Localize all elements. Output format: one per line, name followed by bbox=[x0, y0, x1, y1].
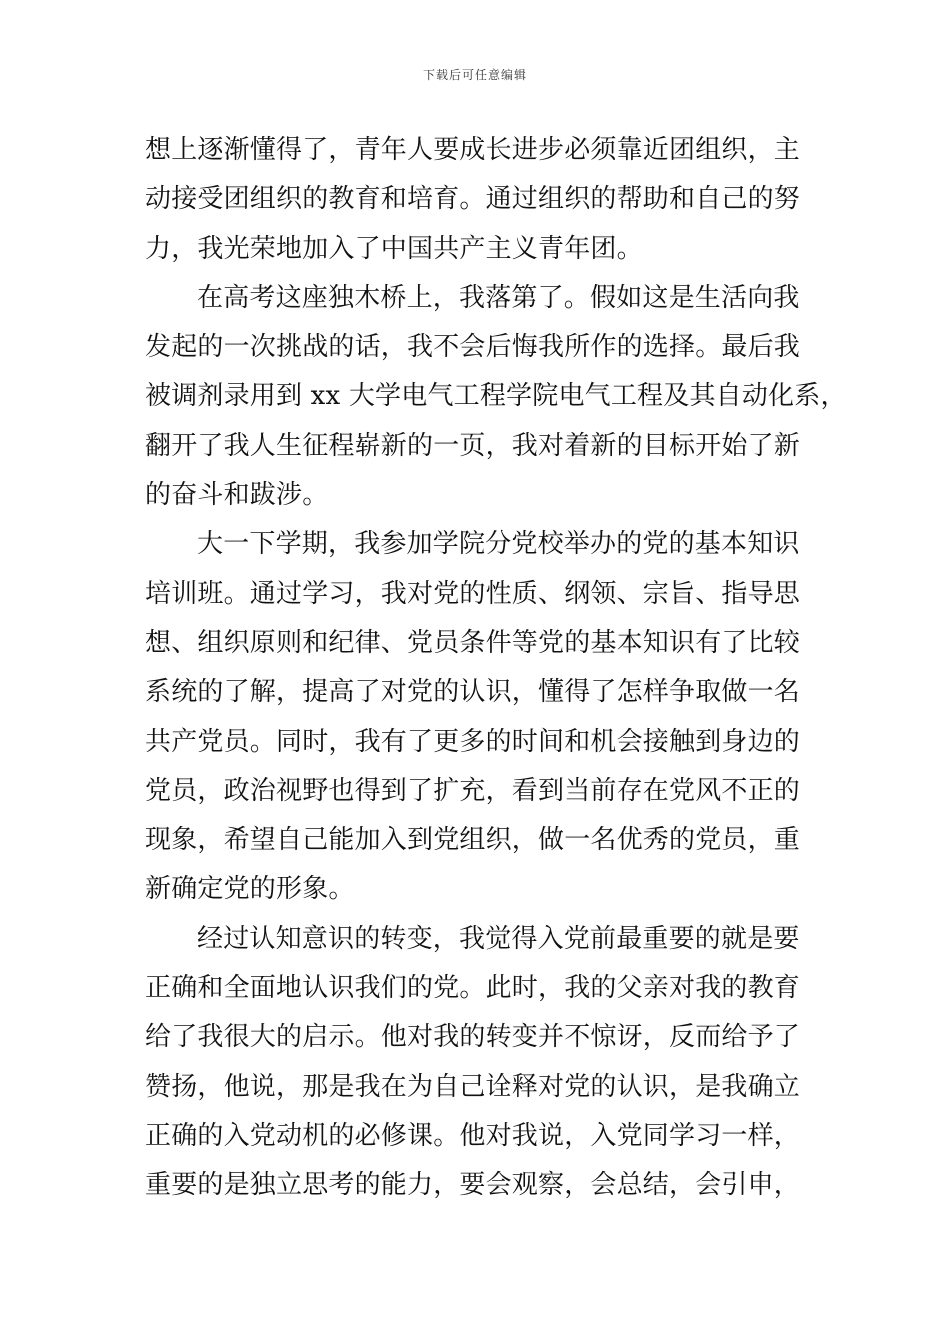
text-line: 党员，政治视野也得到了扩充，看到当前存在党风不正的 bbox=[145, 775, 801, 806]
text-line: 重要的是独立思考的能力，要会观察，会总结，会引申， bbox=[145, 1170, 801, 1201]
text-line: 现象，希望自己能加入到党组织，做一名优秀的党员，重 bbox=[145, 825, 801, 856]
text-line: 正确的入党动机的必修课。他对我说，入党同学习一样， bbox=[145, 1120, 801, 1151]
text-line: 想上逐渐懂得了，青年人要成长进步必须靠近团组织，主 bbox=[145, 135, 801, 165]
text-line: 新确定党的形象。 bbox=[145, 874, 355, 905]
paragraph bbox=[145, 520, 815, 914]
text-line: 赞扬，他说，那是我在为自己诠释对党的认识，是我确立 bbox=[145, 1071, 801, 1102]
text-line: 动接受团组织的教育和培育。通过组织的帮助和自己的努 bbox=[145, 184, 801, 215]
text-line: 共产党员。同时，我有了更多的时间和机会接触到身边的 bbox=[145, 726, 801, 757]
text-line: 在高考这座独木桥上，我落第了。假如这是生活向我 bbox=[197, 282, 800, 313]
paragraph bbox=[145, 126, 815, 274]
text-line: 力，我光荣地加入了中国共产主义青年团。 bbox=[145, 233, 643, 264]
text-line: 给了我很大的启示。他对我的转变并不惊讶，反而给予了 bbox=[145, 1022, 801, 1053]
text-line: 大一下学期，我参加学院分党校举办的党的基本知识 bbox=[197, 529, 800, 560]
body-text bbox=[145, 126, 847, 1211]
text-line: 翻开了我人生征程崭新的一页，我对着新的目标开始了新 bbox=[145, 430, 801, 461]
text-line: 培训班。通过学习，我对党的性质、纲领、宗旨、指导思 bbox=[145, 578, 801, 609]
paragraph bbox=[145, 274, 847, 520]
paragraph bbox=[145, 915, 815, 1211]
text-line: 经过认知意识的转变，我觉得入党前最重要的就是要 bbox=[197, 923, 800, 954]
text-line: 发起的一次挑战的话，我不会后悔我所作的选择。最后我 bbox=[145, 332, 801, 363]
text-line: 想、组织原则和纪律、党员条件等党的基本知识有了比较 bbox=[145, 627, 801, 658]
text-line: 的奋斗和跋涉。 bbox=[145, 480, 329, 511]
text-line: 被调剂录用到 xx 大学电气工程学院电气工程及其自动化系， bbox=[145, 381, 847, 412]
text-line: 正确和全面地认识我们的党。此时，我的父亲对我的教育 bbox=[145, 973, 801, 1004]
page-header: 下载后可任意编辑 bbox=[422, 68, 527, 82]
text-line: 系统的了解，提高了对党的认识，懂得了怎样争取做一名 bbox=[145, 677, 801, 708]
